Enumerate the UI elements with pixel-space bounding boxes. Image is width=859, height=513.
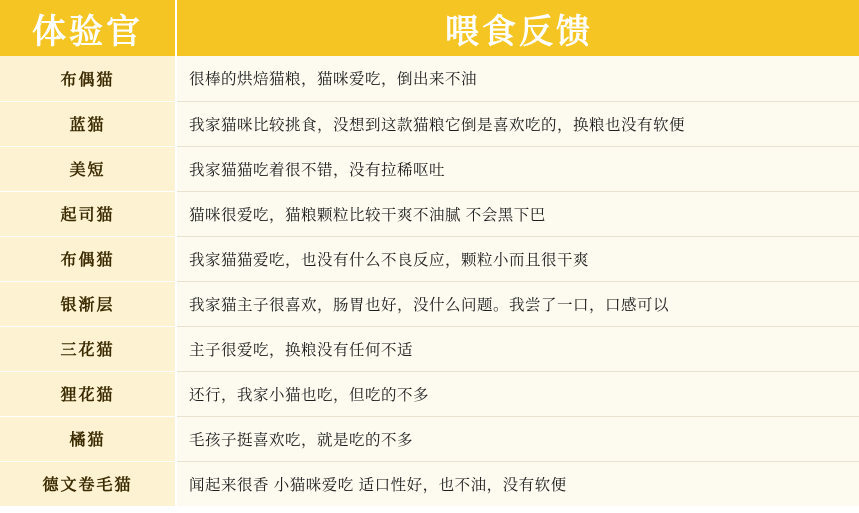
table-body xyxy=(0,56,859,506)
cell-feedback: 我家猫猫吃着很不错，没有拉稀呕吐 xyxy=(176,146,859,191)
cell-breed: 美短 xyxy=(0,146,176,191)
cell-feedback: 还行，我家小猫也吃，但吃的不多 xyxy=(176,371,859,416)
table-row xyxy=(0,461,859,506)
table-row xyxy=(0,101,859,146)
cell-feedback: 主子很爱吃，换粮没有任何不适 xyxy=(176,326,859,371)
cell-breed: 布偶猫 xyxy=(0,236,176,281)
header-breed: 体验官 xyxy=(0,0,176,56)
table-row xyxy=(0,191,859,236)
table-row xyxy=(0,281,859,326)
cell-feedback: 我家猫主子很喜欢，肠胃也好，没什么问题。我尝了一口，口感可以 xyxy=(176,281,859,326)
cell-breed: 三花猫 xyxy=(0,326,176,371)
table-row xyxy=(0,371,859,416)
cell-breed: 德文卷毛猫 xyxy=(0,461,176,506)
table-row xyxy=(0,146,859,191)
cell-breed: 狸花猫 xyxy=(0,371,176,416)
table-header xyxy=(0,0,859,56)
cell-breed: 蓝猫 xyxy=(0,101,176,146)
cell-feedback: 我家猫猫爱吃，也没有什么不良反应，颗粒小而且很干爽 xyxy=(176,236,859,281)
cell-feedback: 毛孩子挺喜欢吃，就是吃的不多 xyxy=(176,416,859,461)
cell-breed: 起司猫 xyxy=(0,191,176,236)
table-row xyxy=(0,416,859,461)
cell-feedback: 闻起来很香 小猫咪爱吃 适口性好，也不油，没有软便 xyxy=(176,461,859,506)
table-row xyxy=(0,326,859,371)
cell-breed: 布偶猫 xyxy=(0,56,176,101)
table-header-row xyxy=(0,0,859,56)
table-row xyxy=(0,236,859,281)
header-feedback: 喂食反馈 xyxy=(445,12,593,51)
cell-feedback: 我家猫咪比较挑食，没想到这款猫粮它倒是喜欢吃的，换粮也没有软便 xyxy=(176,101,859,146)
cell-breed: 橘猫 xyxy=(0,416,176,461)
table-row xyxy=(0,56,859,101)
cell-feedback: 猫咪很爱吃，猫粮颗粒比较干爽不油腻 不会黑下巴 xyxy=(176,191,859,236)
cell-feedback: 很棒的烘焙猫粮，猫咪爱吃，倒出来不油 xyxy=(176,56,859,101)
cell-breed: 银渐层 xyxy=(0,281,176,326)
